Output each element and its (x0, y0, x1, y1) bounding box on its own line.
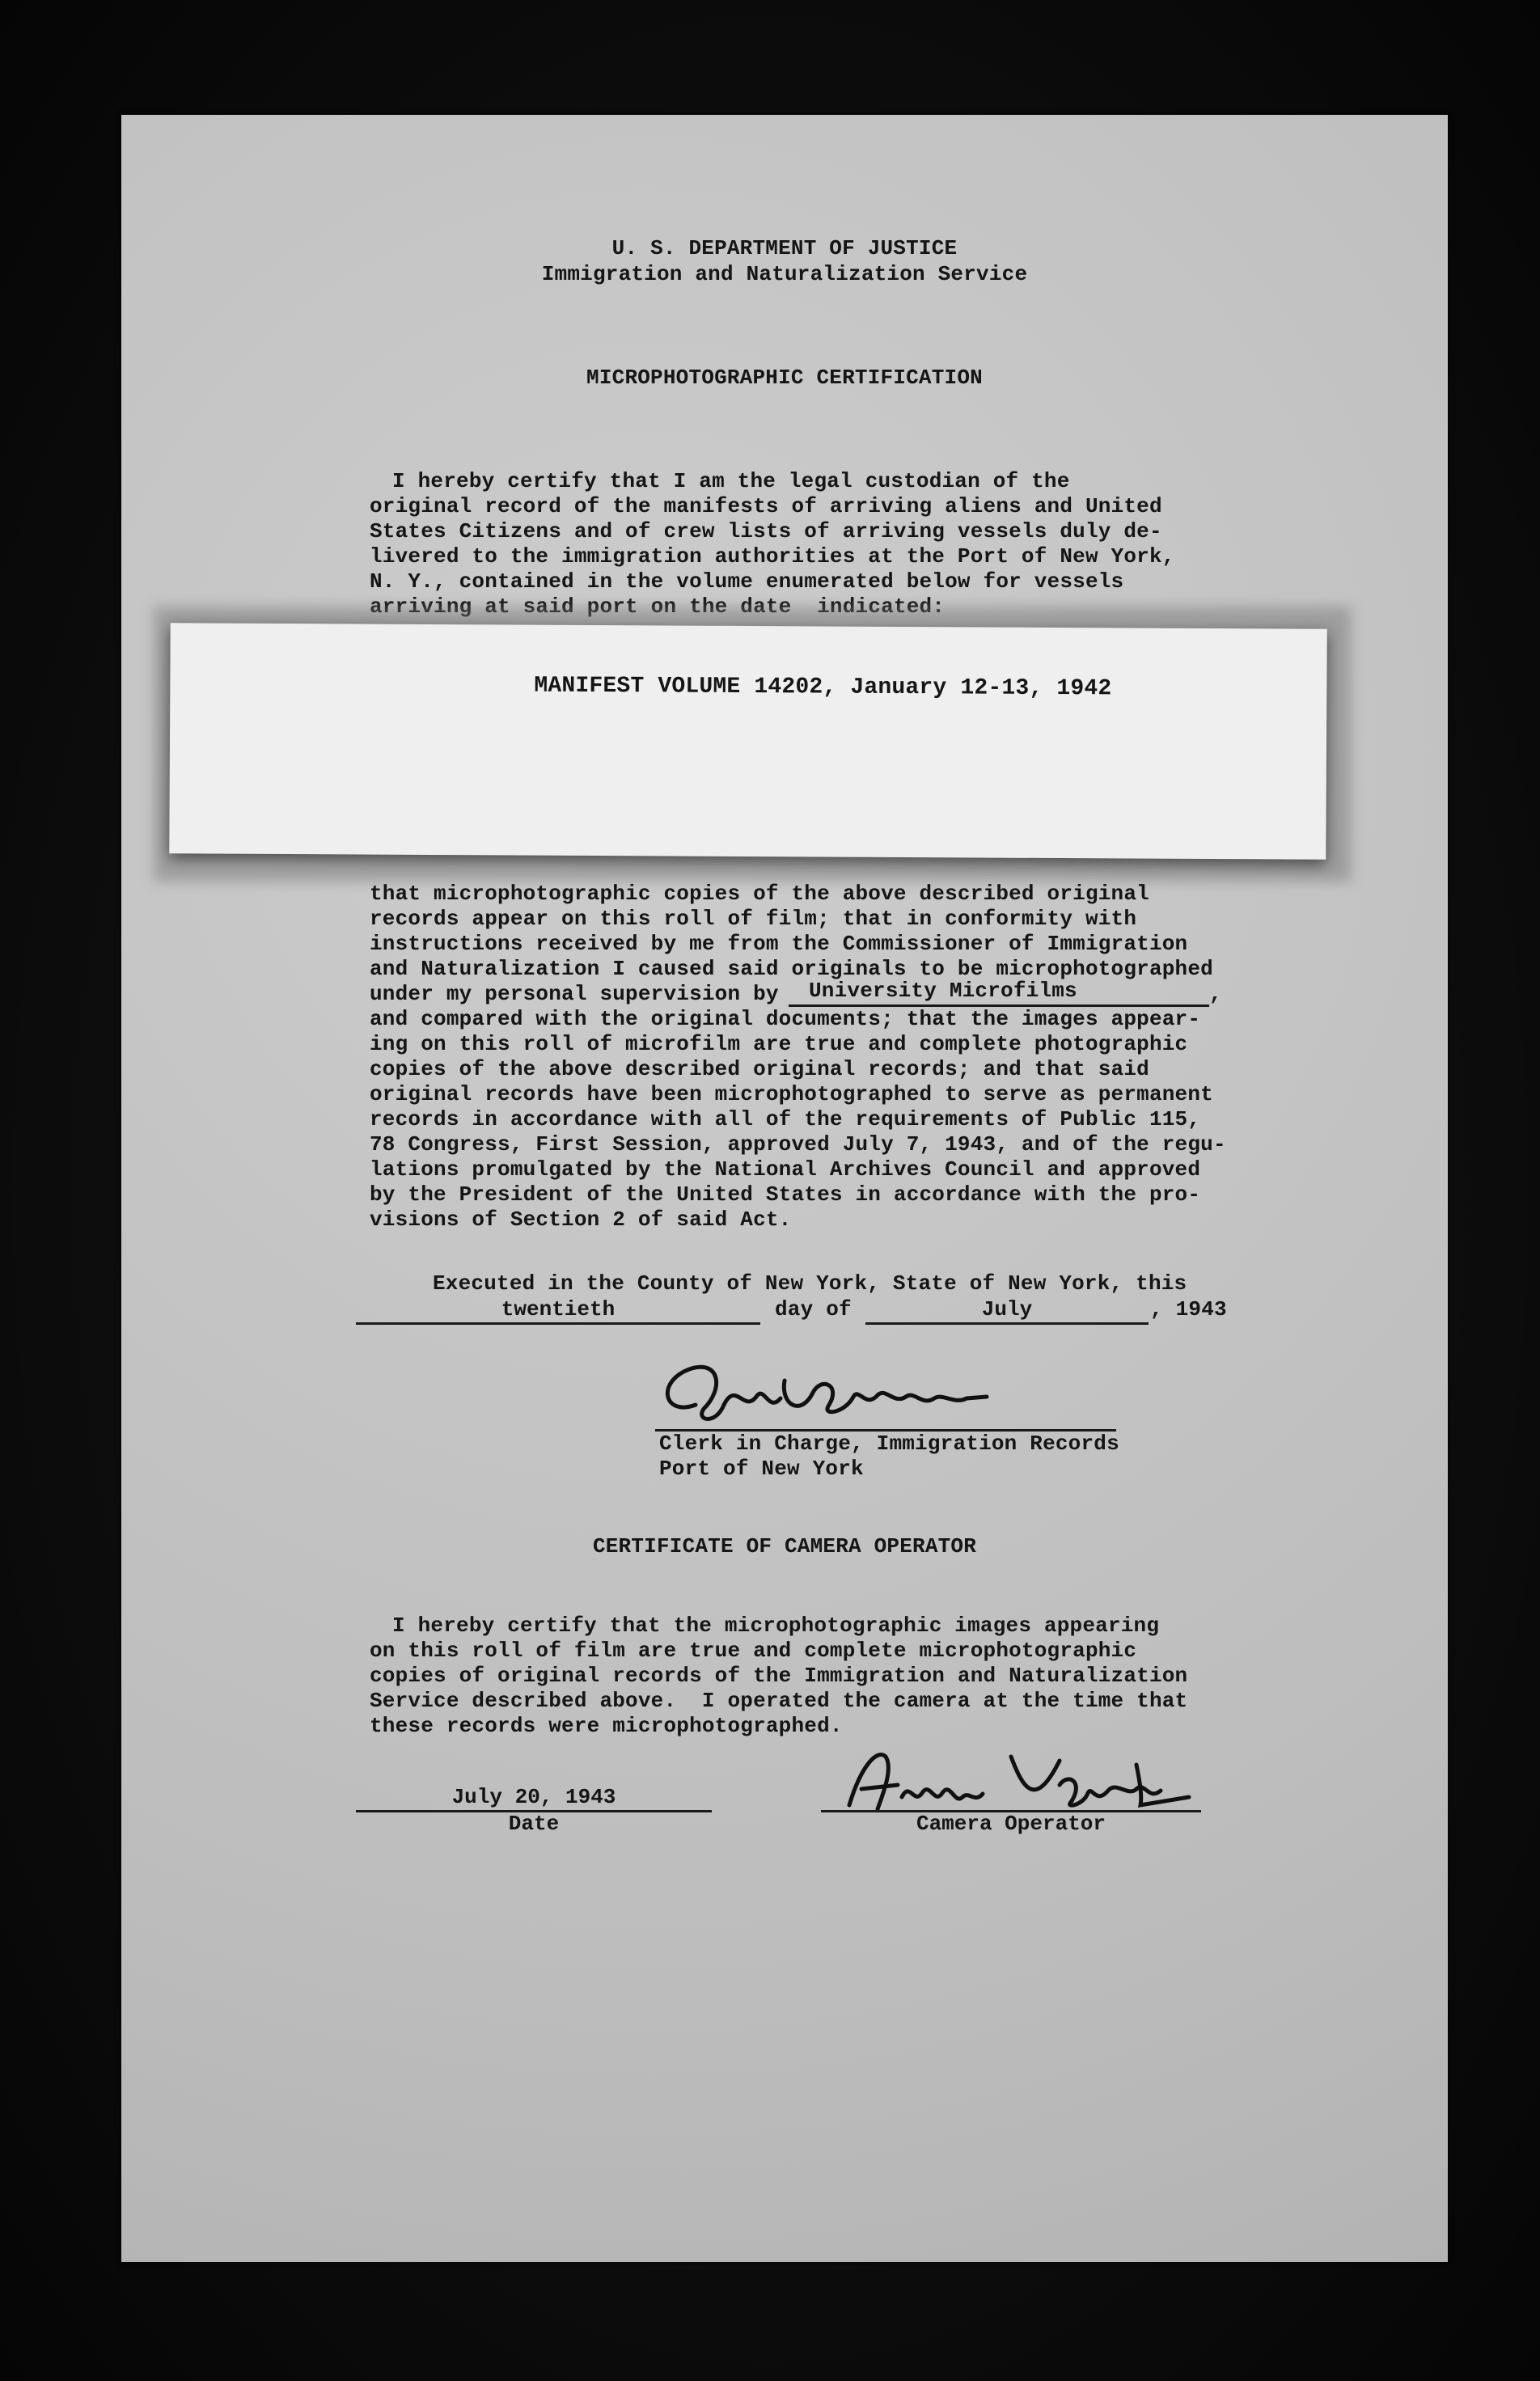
executed-line: Executed in the County of New York, State of New York, this (433, 1271, 1187, 1296)
certification-title: MICROPHOTOGRAPHIC CERTIFICATION (586, 366, 983, 390)
body-line: visions of Section 2 of said Act. (370, 1207, 792, 1232)
intro-line: States Citizens and of crew lists of arriving vessels duly de- (370, 519, 1162, 543)
body-line: that microphotographic copies of the above described original (370, 882, 1149, 906)
execution-year: , 1943 (1150, 1297, 1227, 1322)
body-line: by the President of the United States in accordance with the pro- (370, 1182, 1201, 1207)
clerk-signature (647, 1348, 1019, 1437)
body-line: 78 Congress, First Session, approved July 7, 1943, and of the regu- (370, 1132, 1226, 1157)
body-line: original records have been microphotographed to serve as permanent (370, 1082, 1213, 1106)
intro-line: I hereby certify that I am the legal custodian of the (392, 469, 1070, 493)
operator-signature (817, 1740, 1205, 1821)
body-line: lations promulgated by the National Archives Council and approved (370, 1157, 1201, 1182)
operator-label: Camera Operator (916, 1812, 1106, 1836)
body-line: instructions received by me from the Commissioner of Immigration (370, 932, 1188, 956)
intro-line: livered to the immigration authorities at the Port of New York, (370, 544, 1175, 569)
camera-line: these records were microphotographed. (370, 1714, 843, 1738)
execution-day: twentieth (501, 1297, 616, 1322)
day-underline (356, 1322, 760, 1325)
body-line: records appear on this roll of film; that in conformity with (370, 907, 1137, 931)
department-heading: U. S. DEPARTMENT OF JUSTICE (611, 236, 958, 260)
body-line: and Naturalization I caused said originals to be microphotographed (370, 957, 1213, 981)
body-line: and compared with the original documents; that the images appear- (370, 1007, 1201, 1031)
body-line: ing on this roll of microfilm are true and complete photographic (370, 1032, 1188, 1056)
execution-month: July (981, 1297, 1033, 1322)
month-underline (865, 1322, 1149, 1325)
body-line: under my personal supervision by (370, 982, 779, 1006)
certificate-sheet (121, 115, 1448, 2262)
supervisor-comma: , (1209, 982, 1222, 1006)
supervisor-name: University Microfilms (809, 979, 1077, 1003)
manifest-slip (169, 623, 1326, 859)
date-label: Date (508, 1812, 560, 1836)
manifest-volume: MANIFEST VOLUME 14202, January 12-13, 1942 (534, 673, 1112, 702)
camera-certificate-title: CERTIFICATE OF CAMERA OPERATOR (592, 1534, 977, 1558)
day-of-label: day of (775, 1297, 852, 1322)
camera-line: Service described above. I operated the camera at the time that (370, 1689, 1188, 1713)
service-heading: Immigration and Naturalization Service (541, 262, 1028, 286)
camera-line: I hereby certify that the microphotographic images appearing (392, 1613, 1160, 1638)
intro-line: original record of the manifests of arriving aliens and United (370, 494, 1162, 518)
body-line: copies of the above described original records; and that said (370, 1057, 1149, 1081)
clerk-title: Clerk in Charge, Immigration Records (659, 1432, 1119, 1456)
body-line: records in accordance with all of the requirements of Public 115, (370, 1107, 1201, 1131)
camera-line: copies of original records of the Immigration and Naturalization (370, 1664, 1188, 1688)
intro-line: N. Y., contained in the volume enumerated below for vessels (370, 569, 1124, 594)
camera-date: July 20, 1943 (451, 1785, 616, 1809)
clerk-location: Port of New York (659, 1457, 864, 1481)
camera-line: on this roll of film are true and complete microphotographic (370, 1639, 1137, 1663)
